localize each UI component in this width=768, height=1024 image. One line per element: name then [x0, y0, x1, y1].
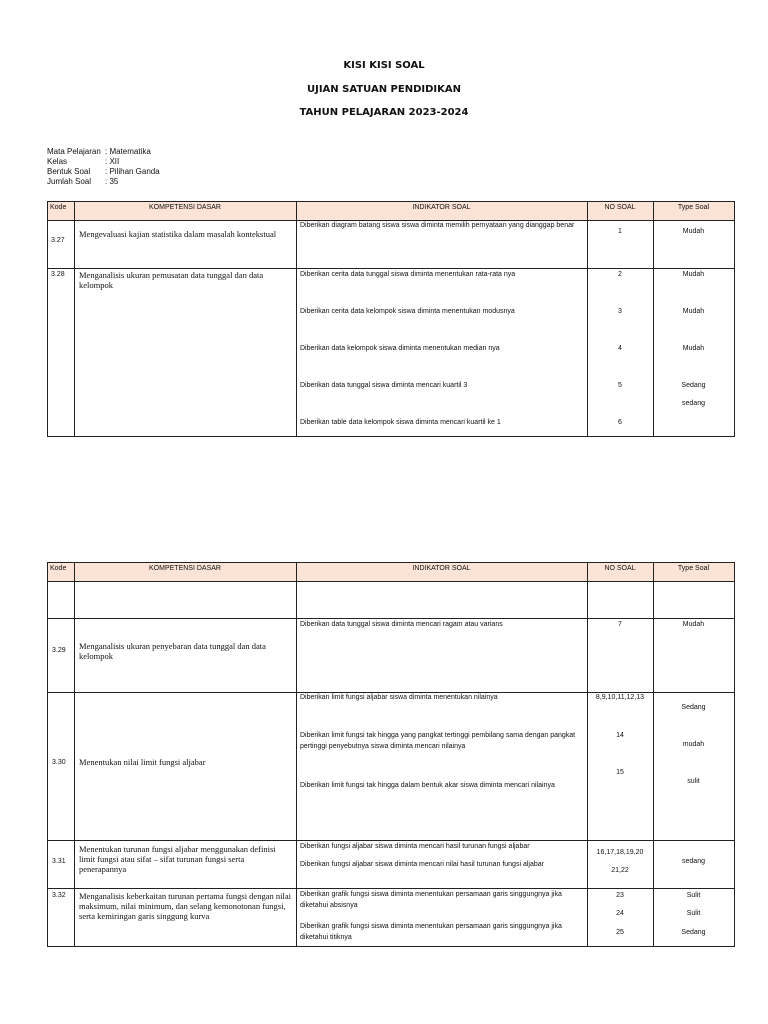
- no-soal-cell: 21,22: [611, 867, 629, 874]
- kode-cell: 3.32: [52, 892, 66, 899]
- type-soal-cell: Sedang: [681, 929, 706, 936]
- grid-line: [47, 946, 734, 947]
- meta-value: : XII: [105, 157, 120, 166]
- grid-line: [47, 201, 48, 437]
- indikator-cell: Diberikan cerita data kelompok siswa diminta menentukan modusnya: [300, 308, 515, 315]
- type-soal-cell: Sedang: [681, 704, 706, 711]
- kompetensi-cell: Menentukan turunan fungsi aljabar menggunakan definisi limit fungsi atau sifat – sifat turunan fungsi serta penerapannya: [79, 844, 276, 874]
- kode-cell: 3.28: [51, 271, 65, 278]
- grid-line: [734, 201, 735, 437]
- col-indikator: INDIKATOR SOAL: [412, 565, 471, 572]
- indikator-cell: Diberikan limit fungsi tak hingga dalam bentuk akar siswa diminta mencari nilainya: [300, 782, 555, 789]
- kode-cell: 3.31: [52, 858, 66, 865]
- kode-cell: 3.29: [52, 647, 66, 654]
- col-kode: Kode: [50, 204, 67, 211]
- col-kompetensi: KOMPETENSI DASAR: [149, 204, 221, 211]
- meta-label: Jumlah Soal: [47, 177, 92, 186]
- indikator-cell: Diberikan limit fungsi aljabar siswa diminta menentukan nilainya: [300, 694, 498, 701]
- kode-cell: 3.30: [52, 759, 66, 766]
- grid-line: [74, 201, 75, 437]
- no-soal-cell: 14: [616, 732, 624, 739]
- indikator-cell: Diberikan data tunggal siswa diminta mencari ragam atau varians: [300, 621, 503, 628]
- doc-subtitle: UJIAN SATUAN PENDIDIKAN: [307, 84, 461, 95]
- col-no-soal: NO SOAL: [604, 565, 636, 572]
- col-indikator: INDIKATOR SOAL: [412, 204, 471, 211]
- kompetensi-cell: Menganalisis ukuran penyebaran data tunggal dan data kelompok: [79, 641, 266, 661]
- kompetensi-cell: Menganalisis keberkaitan turunan pertama fungsi dengan nilai maksimum, nilai minimum, dan selang kemonotonan fungsi, serta kemiringan garis singgung kurva: [79, 891, 291, 921]
- grid-line: [47, 436, 734, 437]
- grid-line: [734, 562, 735, 947]
- indikator-cell: Diberikan grafik fungsi siswa diminta menentukan persamaan garis singgungnya jika diketahui absisnya: [300, 891, 562, 909]
- col-no-soal: NO SOAL: [604, 204, 636, 211]
- type-soal-cell: Mudah: [682, 621, 705, 628]
- type-soal-cell: sedang: [682, 858, 705, 865]
- doc-year: TAHUN PELAJARAN 2023-2024: [299, 107, 469, 118]
- type-soal-cell: mudah: [682, 741, 705, 748]
- kode-cell: 3.27: [51, 237, 65, 244]
- no-soal-cell: 15: [616, 769, 624, 776]
- grid-line: [47, 581, 734, 582]
- meta-info: [47, 147, 160, 187]
- no-soal-cell: 1: [618, 228, 622, 235]
- grid-line: [74, 562, 75, 947]
- no-soal-cell: 25: [616, 929, 624, 936]
- no-soal-cell: 5: [618, 382, 622, 389]
- no-soal-cell: 7: [618, 621, 622, 628]
- indikator-cell: Diberikan limit fungsi tak hingga yang pangkat tertinggi pembilang sama dengan pangkat pertinggi penyebutnya siswa diminta mencari nilainya: [300, 732, 576, 750]
- meta-value: : Pilihan Ganda: [105, 167, 160, 176]
- meta-row-class: [47, 157, 160, 167]
- no-soal-cell: 23: [616, 892, 624, 899]
- type-soal-cell: sedang: [682, 400, 705, 407]
- indikator-cell: Diberikan diagram batang siswa siswa diminta memilih pernyataan yang dianggap benar: [300, 222, 575, 229]
- no-soal-cell: 2: [618, 271, 622, 278]
- indikator-cell: Diberikan data tunggal siswa diminta mencari kuartil 3: [300, 382, 468, 389]
- type-soal-cell: Sedang: [681, 382, 706, 389]
- indikator-cell: Diberikan fungsi aljabar siswa diminta mencari hasil turunan fungsi aljabar: [300, 843, 530, 850]
- no-soal-cell: 3: [618, 308, 622, 315]
- col-kompetensi: KOMPETENSI DASAR: [149, 565, 221, 572]
- meta-row-type: [47, 167, 160, 177]
- meta-value: : 35: [105, 177, 119, 186]
- col-kode: Kode: [50, 565, 67, 572]
- doc-title: KISI KISI SOAL: [343, 60, 425, 71]
- type-soal-cell: sulit: [687, 778, 700, 785]
- type-soal-cell: Sulit: [686, 910, 701, 917]
- grid-line: [296, 201, 297, 437]
- grid-line: [47, 562, 48, 947]
- col-type-soal: Type Soal: [677, 204, 710, 211]
- meta-row-subject: [47, 147, 160, 157]
- indikator-cell: Diberikan grafik fungsi siswa diminta menentukan persamaan garis singgungnya jika diketahui titiknya: [300, 923, 562, 941]
- indikator-cell: Diberikan cerita data tunggal siswa diminta menentukan rata-rata nya: [300, 271, 516, 278]
- col-type-soal: Type Soal: [677, 565, 710, 572]
- meta-value: : Matematika: [105, 147, 151, 156]
- indikator-cell: Diberikan fungsi aljabar siswa diminta mencari nilai hasil turunan fungsi aljabar: [300, 861, 544, 868]
- indikator-cell: Diberikan data kelompok siswa diminta menentukan median nya: [300, 345, 500, 352]
- indikator-cell: Diberikan table data kelompok siswa diminta mencari kuartil ke 1: [300, 419, 501, 426]
- no-soal-cell: 6: [618, 419, 622, 426]
- type-soal-cell: Mudah: [682, 308, 705, 315]
- kompetensi-cell: Menganalisis ukuran pemusatan data tunggal dan data kelompok: [79, 270, 264, 290]
- type-soal-cell: Sulit: [686, 892, 701, 899]
- meta-row-count: [47, 177, 160, 187]
- kompetensi-cell: Menentukan nilai limit fungsi aljabar: [79, 757, 206, 767]
- no-soal-cell: 16,17,18,19,20: [596, 849, 644, 856]
- meta-label: Bentuk Soal: [47, 167, 91, 176]
- no-soal-cell: 8,9,10,11,12,13: [595, 694, 645, 701]
- meta-label: Mata Pelajaran: [47, 147, 101, 156]
- type-soal-cell: Mudah: [682, 271, 705, 278]
- type-soal-cell: Mudah: [682, 345, 705, 352]
- no-soal-cell: 4: [618, 345, 622, 352]
- kompetensi-cell: Mengevaluasi kajian statistika dalam masalah kontekstual: [79, 229, 277, 239]
- no-soal-cell: 24: [616, 910, 624, 917]
- meta-label: Kelas: [47, 157, 68, 166]
- type-soal-cell: Mudah: [682, 228, 705, 235]
- grid-line: [296, 562, 297, 947]
